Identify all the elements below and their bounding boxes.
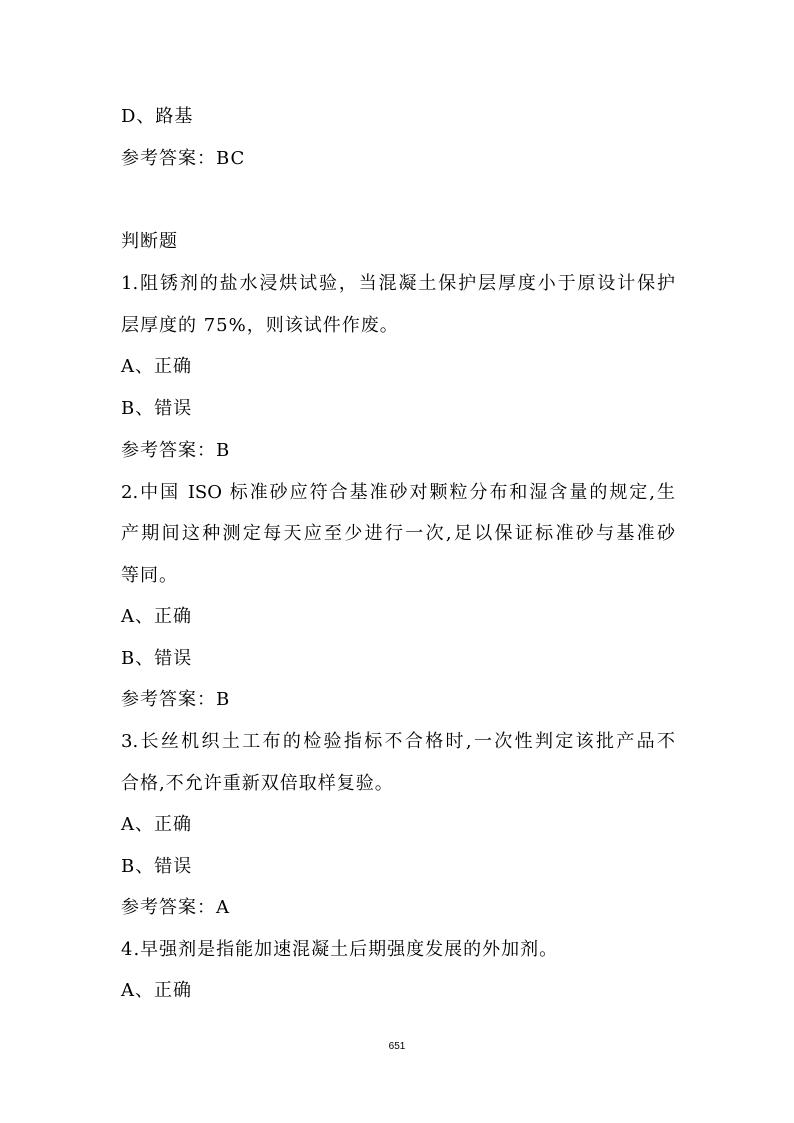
q1-option-a: A、正确 bbox=[121, 356, 192, 377]
q1-answer: 参考答案：B bbox=[121, 440, 231, 461]
q4-text-line1: 4.早强剂是指能加速混凝土后期强度发展的外加剂。 bbox=[121, 939, 559, 960]
q3-text-line1: 3.长丝机织土工布的检验指标不合格时,一次性判定该批产品不 bbox=[121, 731, 675, 752]
q2-answer: 参考答案：B bbox=[121, 689, 231, 710]
option-d-prev: D、路基 bbox=[121, 106, 194, 127]
q4-option-a: A、正确 bbox=[121, 980, 192, 1001]
page-number: 651 bbox=[388, 1041, 406, 1052]
q1-text-line1: 1.阻锈剂的盐水浸烘试验，当混凝土保护层厚度小于原设计保护 bbox=[121, 273, 675, 294]
q2-option-a: A、正确 bbox=[121, 606, 192, 627]
q3-option-a: A、正确 bbox=[121, 814, 192, 835]
q2-option-b: B、错误 bbox=[121, 648, 193, 669]
q1-option-b: B、错误 bbox=[121, 398, 193, 419]
q1-text-line2: 层厚度的 75%，则该试件作废。 bbox=[121, 315, 399, 336]
section-heading: 判断题 bbox=[121, 231, 178, 252]
q2-text-line1: 2.中国 ISO 标准砂应符合基准砂对颗粒分布和湿含量的规定,生 bbox=[121, 482, 675, 503]
q3-option-b: B、错误 bbox=[121, 856, 193, 877]
answer-prev: 参考答案：BC bbox=[121, 148, 246, 169]
q3-answer: 参考答案：A bbox=[121, 897, 230, 918]
q2-text-line3: 等同。 bbox=[121, 565, 178, 586]
q2-text-line2: 产期间这种测定每天应至少进行一次,足以保证标准砂与基准砂 bbox=[121, 523, 675, 544]
q3-text-line2: 合格,不允许重新双倍取样复验。 bbox=[121, 773, 394, 794]
